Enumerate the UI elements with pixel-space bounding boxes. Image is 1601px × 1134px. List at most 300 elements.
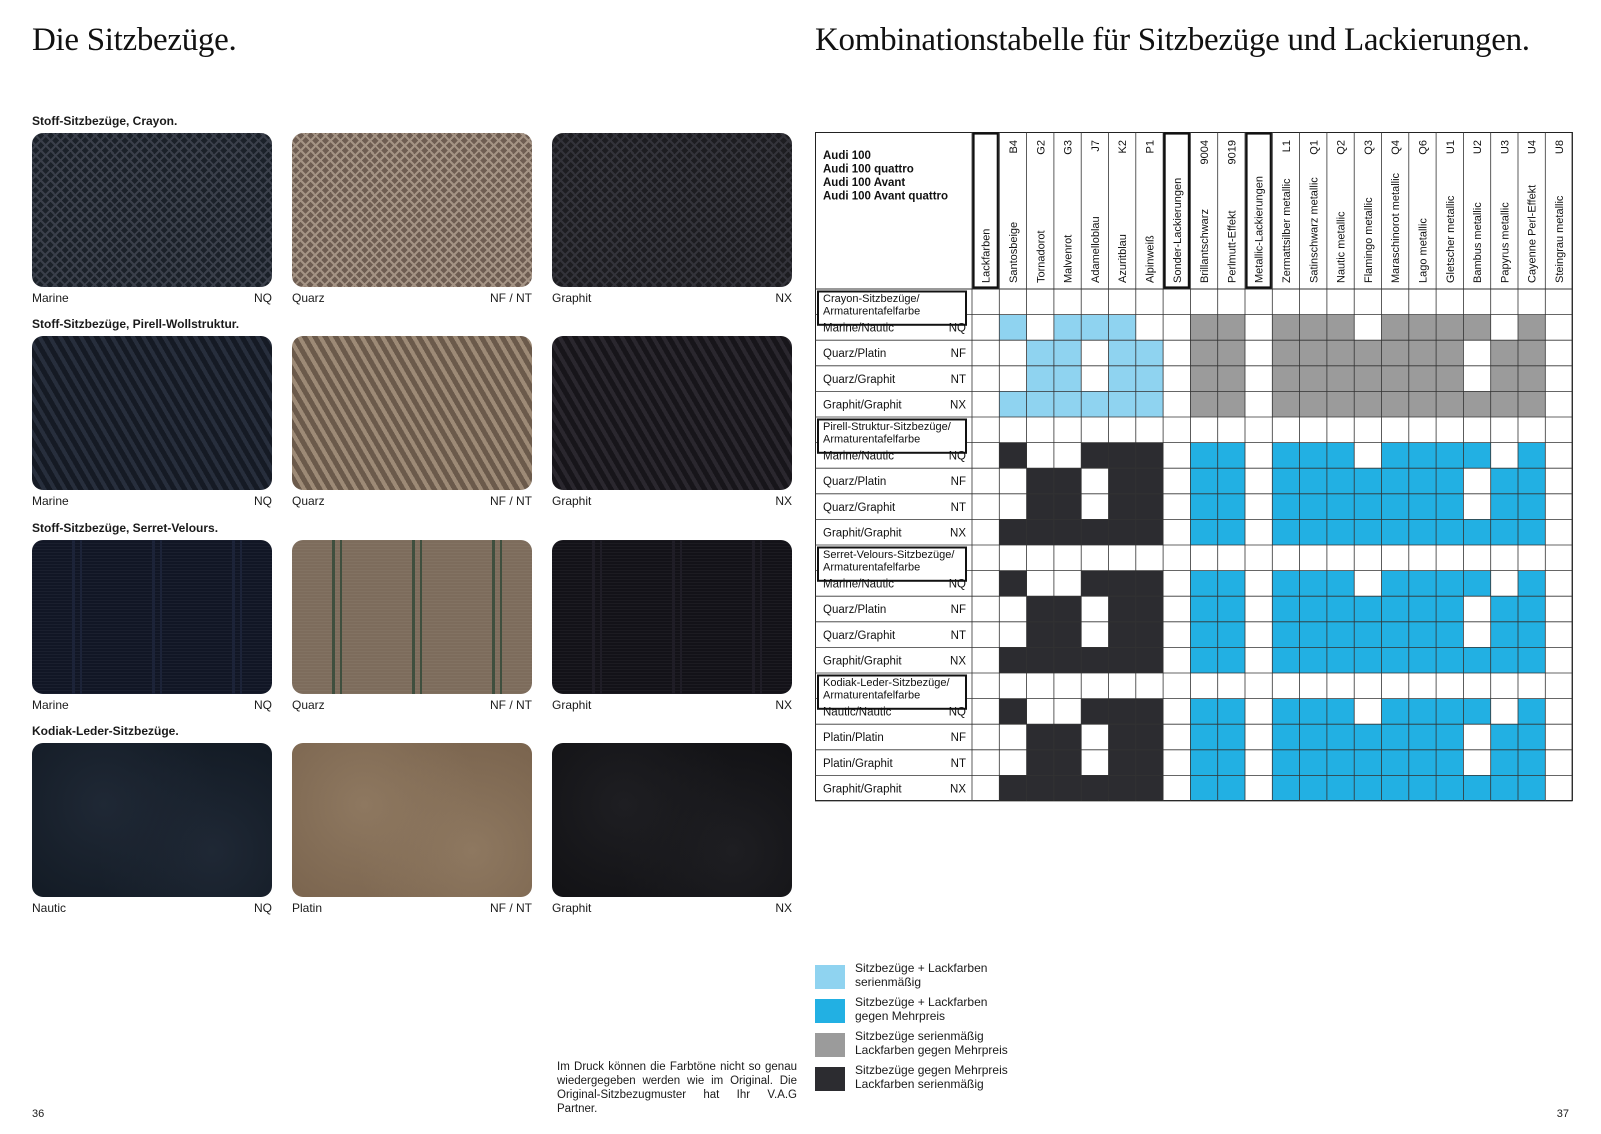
swatch-code: NX <box>775 901 792 915</box>
combo-cell <box>1272 494 1299 520</box>
combo-cell <box>1436 468 1463 494</box>
combo-cell <box>1491 775 1518 801</box>
column-name: Papyrus metallic <box>1499 202 1512 283</box>
combo-cell <box>1436 391 1463 417</box>
swatch-name: Marine <box>32 698 69 712</box>
combo-cell <box>1491 750 1518 776</box>
combo-cell <box>1081 571 1108 597</box>
column-code: P1 <box>1144 140 1157 154</box>
combo-cell <box>1382 775 1409 801</box>
combo-cell <box>1109 622 1136 648</box>
row-code: NF <box>950 604 966 617</box>
combo-cell <box>1354 340 1381 366</box>
combo-cell <box>1491 494 1518 520</box>
combo-cell <box>1409 647 1436 673</box>
row-label: Quarz/Graphit <box>823 373 896 386</box>
combo-cell <box>1327 366 1354 392</box>
combo-cell <box>1300 340 1327 366</box>
combo-cell <box>1218 519 1245 545</box>
column-name: Zermattsilber metallic <box>1280 178 1293 283</box>
legend-line: Lackfarben gegen Mehrpreis <box>855 1043 1008 1057</box>
combo-cell <box>1300 647 1327 673</box>
combo-cell <box>1054 519 1081 545</box>
swatch-code: NF / NT <box>490 698 532 712</box>
combo-cell <box>1190 699 1217 725</box>
row-code: NT <box>950 373 966 386</box>
combo-cell <box>1382 366 1409 392</box>
combo-cell <box>1518 571 1545 597</box>
column-name: Malvenrot <box>1062 234 1075 283</box>
swatch-name: Quarz <box>292 698 325 712</box>
combo-cell <box>1491 468 1518 494</box>
combo-cell <box>1136 519 1163 545</box>
combo-cell <box>1136 468 1163 494</box>
combo-cell <box>1491 596 1518 622</box>
combo-cell <box>1027 494 1054 520</box>
combo-cell <box>1136 724 1163 750</box>
model-name: Audi 100 quattro <box>823 163 914 176</box>
combo-cell <box>1436 340 1463 366</box>
combo-cell <box>1436 699 1463 725</box>
page-title-left: Die Sitzbezüge. <box>32 22 237 58</box>
combo-cell <box>1300 724 1327 750</box>
row-label: Platin/Graphit <box>823 757 893 770</box>
combo-cell <box>1272 366 1299 392</box>
combo-cell <box>1136 340 1163 366</box>
row-label: Quarz/Platin <box>823 348 887 361</box>
combo-cell <box>1382 315 1409 341</box>
combo-cell <box>999 699 1026 725</box>
combo-cell <box>1300 315 1327 341</box>
combo-cell <box>1136 494 1163 520</box>
combo-cell <box>1382 647 1409 673</box>
combo-cell <box>1463 443 1490 469</box>
legend-line: Sitzbezüge gegen Mehrpreis <box>855 1063 1008 1077</box>
combo-cell <box>1136 366 1163 392</box>
fabric-swatch <box>292 133 532 287</box>
swatch-name: Graphit <box>552 698 592 712</box>
combo-cell <box>1436 315 1463 341</box>
combo-cell <box>1300 596 1327 622</box>
column-name: Lago metallic <box>1417 218 1430 283</box>
combo-cell <box>1027 724 1054 750</box>
column-code: G3 <box>1062 140 1075 155</box>
combo-cell <box>1300 622 1327 648</box>
row-label: Graphit/Graphit <box>823 399 902 412</box>
combo-cell <box>1518 366 1545 392</box>
combo-cell <box>1327 391 1354 417</box>
fabric-swatch <box>292 336 532 490</box>
combo-cell <box>1300 519 1327 545</box>
row-label: Marine/Nautic <box>823 450 894 463</box>
combo-cell <box>1109 596 1136 622</box>
column-code: Q4 <box>1390 140 1403 155</box>
combo-cell <box>1327 571 1354 597</box>
swatch-name: Nautic <box>32 901 67 915</box>
legend-line: Lackfarben serienmäßig <box>855 1077 984 1091</box>
combo-cell <box>1382 699 1409 725</box>
row-code: NT <box>950 757 966 770</box>
row-label: Marine/Nautic <box>823 322 894 335</box>
combo-cell <box>1354 468 1381 494</box>
combo-cell <box>1409 494 1436 520</box>
combo-cell <box>1218 468 1245 494</box>
combo-cell <box>1327 519 1354 545</box>
swatch-name: Quarz <box>292 291 325 305</box>
combo-cell <box>1436 596 1463 622</box>
combo-cell <box>1272 519 1299 545</box>
combo-cell <box>1382 468 1409 494</box>
column-name: Adamelloblau <box>1089 216 1102 283</box>
combo-cell <box>1300 366 1327 392</box>
combo-cell <box>1218 340 1245 366</box>
combo-cell <box>1382 596 1409 622</box>
combo-cell <box>1027 775 1054 801</box>
combo-cell <box>1190 443 1217 469</box>
combo-cell <box>1272 724 1299 750</box>
legend-text <box>855 995 987 1023</box>
combo-cell <box>1190 622 1217 648</box>
combo-cell <box>999 443 1026 469</box>
column-code: L1 <box>1280 140 1293 153</box>
legend-swatch <box>815 965 845 989</box>
combo-cell <box>1382 622 1409 648</box>
combo-cell <box>1518 699 1545 725</box>
combo-cell <box>1081 647 1108 673</box>
combo-cell <box>1136 443 1163 469</box>
combo-cell <box>1272 340 1299 366</box>
combo-cell <box>1218 775 1245 801</box>
combo-cell <box>1382 724 1409 750</box>
combo-cell <box>1327 443 1354 469</box>
combo-cell <box>1327 596 1354 622</box>
combo-cell <box>1518 519 1545 545</box>
combo-cell <box>1327 494 1354 520</box>
combo-cell <box>1327 647 1354 673</box>
combo-cell <box>1518 443 1545 469</box>
row-code: NQ <box>948 450 966 463</box>
combo-cell <box>1300 571 1327 597</box>
column-name: Alpinweiß <box>1144 235 1157 283</box>
legend-text <box>855 1029 1008 1057</box>
combo-cell <box>1027 622 1054 648</box>
combo-cell <box>1027 596 1054 622</box>
combo-cell <box>1518 750 1545 776</box>
combo-cell <box>1054 391 1081 417</box>
combo-cell <box>1272 699 1299 725</box>
combo-cell <box>1136 647 1163 673</box>
combo-cell <box>999 775 1026 801</box>
legend-item <box>815 961 1115 993</box>
combo-cell <box>1190 315 1217 341</box>
column-name: Gletscher metallic <box>1444 195 1457 283</box>
fabric-swatch <box>292 540 532 694</box>
fabric-swatch <box>552 133 792 287</box>
combo-cell <box>1218 571 1245 597</box>
combo-cell <box>1436 724 1463 750</box>
row-label: Nautic/Nautic <box>823 706 892 719</box>
legend-line: gegen Mehrpreis <box>855 1009 946 1023</box>
combo-cell <box>1491 724 1518 750</box>
combo-cell <box>1136 391 1163 417</box>
column-name: Flamingo metallic <box>1362 197 1375 283</box>
row-code: NF <box>950 348 966 361</box>
column-code: J7 <box>1089 140 1102 152</box>
combo-cell <box>1518 315 1545 341</box>
column-code: U4 <box>1526 140 1539 155</box>
swatch-code: NQ <box>254 291 272 305</box>
combo-cell <box>1518 622 1545 648</box>
row-code: NF <box>950 476 966 489</box>
combo-cell <box>1190 468 1217 494</box>
combo-cell <box>1081 391 1108 417</box>
combo-cell <box>1190 596 1217 622</box>
combo-cell <box>1109 494 1136 520</box>
combo-cell <box>1027 366 1054 392</box>
combo-cell <box>1409 724 1436 750</box>
column-code: U2 <box>1472 140 1485 155</box>
combo-cell <box>1491 622 1518 648</box>
swatch-code: NF / NT <box>490 901 532 915</box>
combo-cell <box>1382 519 1409 545</box>
combo-cell <box>1109 519 1136 545</box>
combo-cell <box>1300 494 1327 520</box>
combo-cell <box>1136 750 1163 776</box>
legend-line: Sitzbezüge + Lackfarben <box>855 961 988 975</box>
row-label: Marine/Nautic <box>823 578 894 591</box>
combo-cell <box>1190 647 1217 673</box>
legend-line: Sitzbezüge + Lackfarben <box>855 995 988 1009</box>
swatch-name: Graphit <box>552 494 592 508</box>
combo-cell <box>1081 519 1108 545</box>
column-code: U3 <box>1499 140 1512 155</box>
combo-cell <box>1436 366 1463 392</box>
page-number-left: 36 <box>32 1108 45 1120</box>
combo-cell <box>1327 340 1354 366</box>
fabric-swatch <box>552 540 792 694</box>
page-number-right: 37 <box>1556 1108 1569 1120</box>
section-label: Pirell-Struktur-Sitzbezüge/ <box>823 421 951 433</box>
combo-cell <box>1300 443 1327 469</box>
swatch-code: NQ <box>254 698 272 712</box>
combo-cell <box>1327 315 1354 341</box>
model-name: Audi 100 Avant quattro <box>823 190 949 203</box>
row-code: NQ <box>948 578 966 591</box>
combo-cell <box>1272 750 1299 776</box>
combo-cell <box>1109 750 1136 776</box>
combo-cell <box>1436 750 1463 776</box>
combo-cell <box>1354 366 1381 392</box>
row-code: NQ <box>948 706 966 719</box>
row-label: Platin/Platin <box>823 732 884 745</box>
combo-cell <box>1300 750 1327 776</box>
swatch-code: NQ <box>254 494 272 508</box>
combo-cell <box>1491 519 1518 545</box>
combo-cell <box>1436 647 1463 673</box>
combo-cell <box>1109 366 1136 392</box>
combo-cell <box>1409 775 1436 801</box>
combo-cell <box>1518 340 1545 366</box>
column-code: 9019 <box>1226 140 1239 165</box>
combo-cell <box>1382 750 1409 776</box>
section-label: Armaturentafelfarbe <box>823 561 921 574</box>
combo-cell <box>1136 622 1163 648</box>
row-label: Graphit/Graphit <box>823 783 902 796</box>
combo-cell <box>1382 340 1409 366</box>
combo-cell <box>1272 315 1299 341</box>
section-label: Serret-Velours-Sitzbezüge/ <box>823 549 955 561</box>
combo-cell <box>1218 315 1245 341</box>
combo-cell <box>1409 391 1436 417</box>
legend-item <box>815 1029 1115 1061</box>
combo-cell <box>1354 596 1381 622</box>
combo-cell <box>1027 750 1054 776</box>
combo-cell <box>1327 468 1354 494</box>
combo-cell <box>1354 647 1381 673</box>
row-label: Quarz/Platin <box>823 476 887 489</box>
combo-cell <box>1190 750 1217 776</box>
combo-cell <box>1436 443 1463 469</box>
column-code: U1 <box>1444 140 1457 155</box>
combo-cell <box>1054 366 1081 392</box>
combo-cell <box>1109 647 1136 673</box>
combo-cell <box>1218 391 1245 417</box>
combo-cell <box>999 519 1026 545</box>
swatch-group-heading: Stoff-Sitzbezüge, Crayon. <box>32 114 178 128</box>
combo-cell <box>1436 519 1463 545</box>
model-name: Audi 100 <box>823 150 871 162</box>
combo-cell <box>1109 340 1136 366</box>
column-name: Cayenne Perl-Effekt <box>1526 184 1539 283</box>
combo-cell <box>1463 647 1490 673</box>
legend-swatch <box>815 1067 845 1091</box>
row-code: NF <box>950 732 966 745</box>
combo-cell <box>1327 699 1354 725</box>
combo-cell <box>1109 315 1136 341</box>
combo-cell <box>1518 596 1545 622</box>
combo-cell <box>1190 494 1217 520</box>
combo-cell <box>1218 750 1245 776</box>
combo-cell <box>999 647 1026 673</box>
combo-cell <box>1463 571 1490 597</box>
combo-cell <box>1300 775 1327 801</box>
combo-cell <box>1054 622 1081 648</box>
row-code: NX <box>950 527 966 540</box>
combo-cell <box>1463 391 1490 417</box>
combo-cell <box>1054 468 1081 494</box>
combo-cell <box>1218 596 1245 622</box>
combo-cell <box>1218 724 1245 750</box>
model-name: Audi 100 Avant <box>823 177 906 189</box>
swatch-name: Graphit <box>552 901 592 915</box>
combo-cell <box>1190 366 1217 392</box>
combo-cell <box>1518 494 1545 520</box>
fabric-swatch <box>552 336 792 490</box>
combo-cell <box>999 571 1026 597</box>
combo-cell <box>1109 391 1136 417</box>
column-name: Steingrau metallic <box>1553 195 1566 283</box>
combo-cell <box>1027 519 1054 545</box>
combo-cell <box>1300 699 1327 725</box>
combo-cell <box>1218 622 1245 648</box>
fabric-swatch <box>32 336 272 490</box>
combo-cell <box>999 391 1026 417</box>
column-name: Brillantschwarz <box>1199 209 1212 283</box>
column-name: Metallic-Lackierungen <box>1253 176 1266 283</box>
combo-cell <box>1136 571 1163 597</box>
combo-cell <box>1136 699 1163 725</box>
column-name: Lackfarben <box>980 228 993 283</box>
fabric-swatch <box>292 743 532 897</box>
section-label: Armaturentafelfarbe <box>823 689 921 702</box>
column-code: Q1 <box>1308 140 1321 155</box>
combo-cell <box>1518 724 1545 750</box>
combo-cell <box>1327 775 1354 801</box>
combo-cell <box>1136 775 1163 801</box>
combination-table <box>815 132 1575 852</box>
legend-item <box>815 1063 1115 1095</box>
combo-cell <box>1436 494 1463 520</box>
column-name: Azuritblau <box>1117 234 1130 283</box>
section-label: Armaturentafelfarbe <box>823 305 921 318</box>
combo-cell <box>1081 699 1108 725</box>
column-name: Bambus metallic <box>1472 202 1485 283</box>
combo-cell <box>1109 443 1136 469</box>
combo-cell <box>1382 494 1409 520</box>
combo-cell <box>1272 622 1299 648</box>
combo-cell <box>1327 750 1354 776</box>
combo-cell <box>1109 724 1136 750</box>
swatch-name: Graphit <box>552 291 592 305</box>
combo-cell <box>1382 443 1409 469</box>
legend-swatch <box>815 1033 845 1057</box>
combo-cell <box>1354 494 1381 520</box>
combo-cell <box>1409 443 1436 469</box>
combo-cell <box>1272 596 1299 622</box>
combo-cell <box>1409 519 1436 545</box>
column-name: Tornadorot <box>1035 230 1048 283</box>
combo-cell <box>1272 775 1299 801</box>
row-code: NT <box>950 501 966 514</box>
combo-cell <box>1027 340 1054 366</box>
fabric-swatch <box>32 540 272 694</box>
combo-cell <box>1463 699 1490 725</box>
combo-cell <box>1300 468 1327 494</box>
combo-cell <box>1272 391 1299 417</box>
fabric-swatch <box>32 133 272 287</box>
combo-cell <box>1409 340 1436 366</box>
row-code: NT <box>950 629 966 642</box>
column-name: Sonder-Lackierungen <box>1171 177 1184 283</box>
combo-cell <box>1190 391 1217 417</box>
combo-cell <box>1409 315 1436 341</box>
fabric-swatch <box>552 743 792 897</box>
row-label: Graphit/Graphit <box>823 527 902 540</box>
combo-cell <box>1109 571 1136 597</box>
combo-cell <box>1300 391 1327 417</box>
combo-cell <box>1054 315 1081 341</box>
row-label: Quarz/Graphit <box>823 629 896 642</box>
combo-cell <box>1218 494 1245 520</box>
combo-cell <box>1109 699 1136 725</box>
combo-cell <box>1109 468 1136 494</box>
combo-cell <box>1190 571 1217 597</box>
combo-cell <box>1272 571 1299 597</box>
legend-item <box>815 995 1115 1027</box>
section-label: Kodiak-Leder-Sitzbezüge/ <box>823 677 950 689</box>
combo-cell <box>1218 647 1245 673</box>
row-label: Graphit/Graphit <box>823 655 902 668</box>
